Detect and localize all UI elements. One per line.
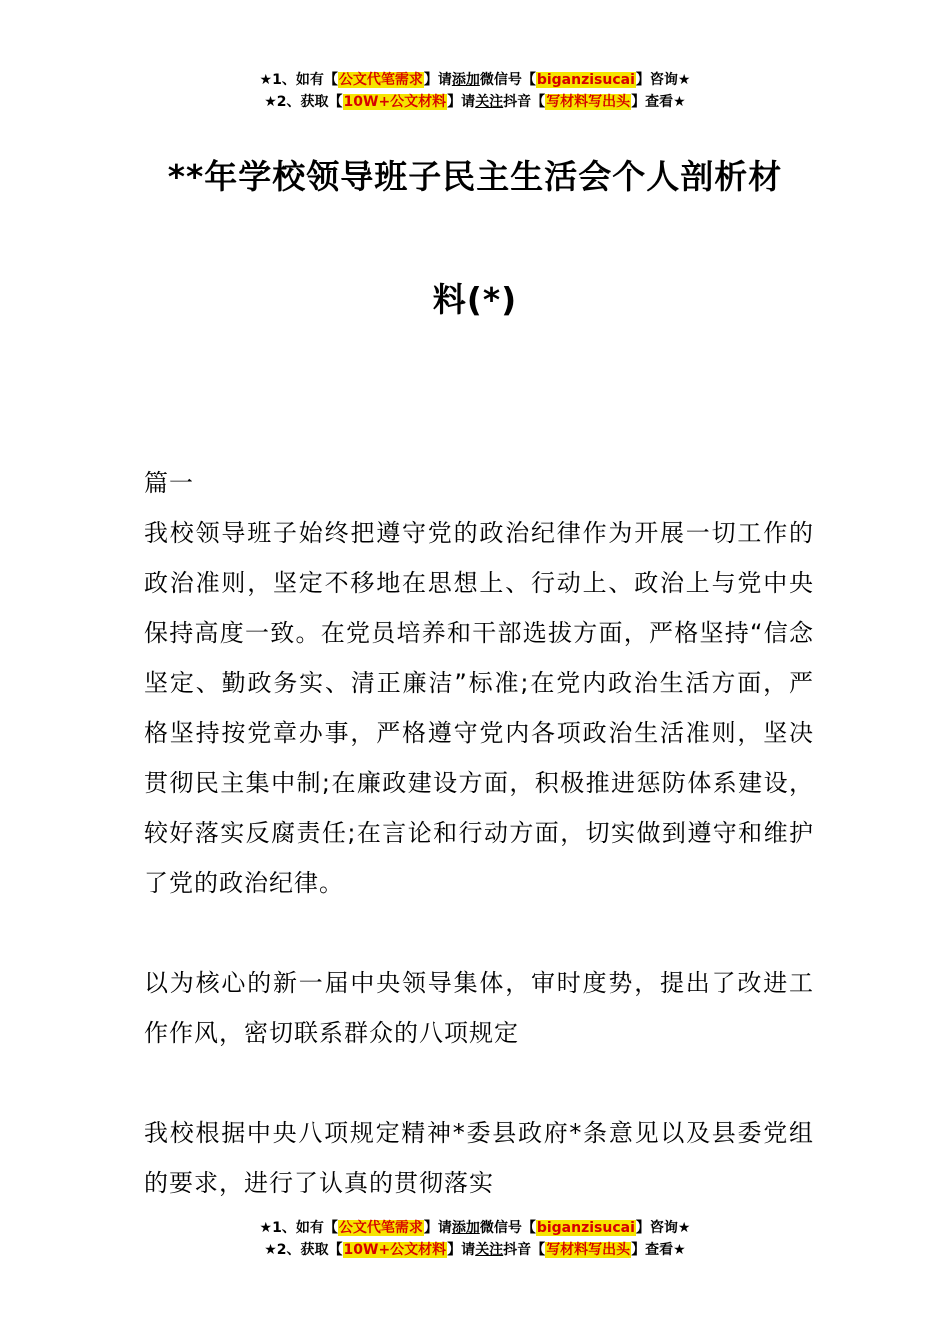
paragraph-2: 以为核心的新一届中央领导集体，审时度势，提出了改进工作作风，密切联系群众的八项规定 xyxy=(144,969,814,1047)
section-heading: 篇一 xyxy=(144,469,194,497)
highlight-douyin: 写材料写出头 xyxy=(546,1242,631,1258)
banner-line-1: ★1、如有【公文代笔需求】请添加微信号【biganzisucai】咨询★ xyxy=(259,1220,691,1236)
document-title-line-1: **年学校领导班子民主生活会个人剖析材 xyxy=(167,157,783,196)
highlight-ghostwriting: 公文代笔需求 xyxy=(338,1220,423,1236)
banner-line-2: ★2、获取【10W+公文材料】请关注抖音【写材料写出头】查看★ xyxy=(264,1242,686,1258)
footer-banner xyxy=(0,1217,950,1261)
highlight-ghostwriting: 公文代笔需求 xyxy=(338,72,423,88)
banner-line-1: ★1、如有【公文代笔需求】请添加微信号【biganzisucai】咨询★ xyxy=(259,72,691,88)
paragraph-3: 我校根据中央八项规定精神*委县政府*条意见以及县委党组的要求，进行了认真的贯彻落实 xyxy=(144,1119,814,1197)
highlight-douyin: 写材料写出头 xyxy=(546,94,631,110)
document-title-line-2: 料(*) xyxy=(432,280,518,319)
paragraph-1: 我校领导班子始终把遵守党的政治纪律作为开展一切工作的政治准则，坚定不移地在思想上、行动上、政治上与党中央保持高度一致。在党员培养和干部选拔方面，严格坚持“信念坚定、勤政务实、清正廉洁”标准;在党内政治生活方面，严格坚持按党章办事，严格遵守党内各项政治生活准则，坚决贯彻民主集中制;在廉政建设方面，积极推进惩防体系建设，较好落实反腐责任;在言论和行动方面，切实做到遵守和维护了党的政治纪律。 xyxy=(144,519,814,897)
header-banner xyxy=(0,69,950,113)
highlight-materials: 10W+公文材料 xyxy=(343,94,447,110)
highlight-wechat-id: biganzisucai xyxy=(536,72,635,88)
highlight-wechat-id: biganzisucai xyxy=(536,1220,635,1236)
banner-line-2: ★2、获取【10W+公文材料】请关注抖音【写材料写出头】查看★ xyxy=(264,94,686,110)
document-body xyxy=(144,458,814,1208)
highlight-materials: 10W+公文材料 xyxy=(343,1242,447,1258)
